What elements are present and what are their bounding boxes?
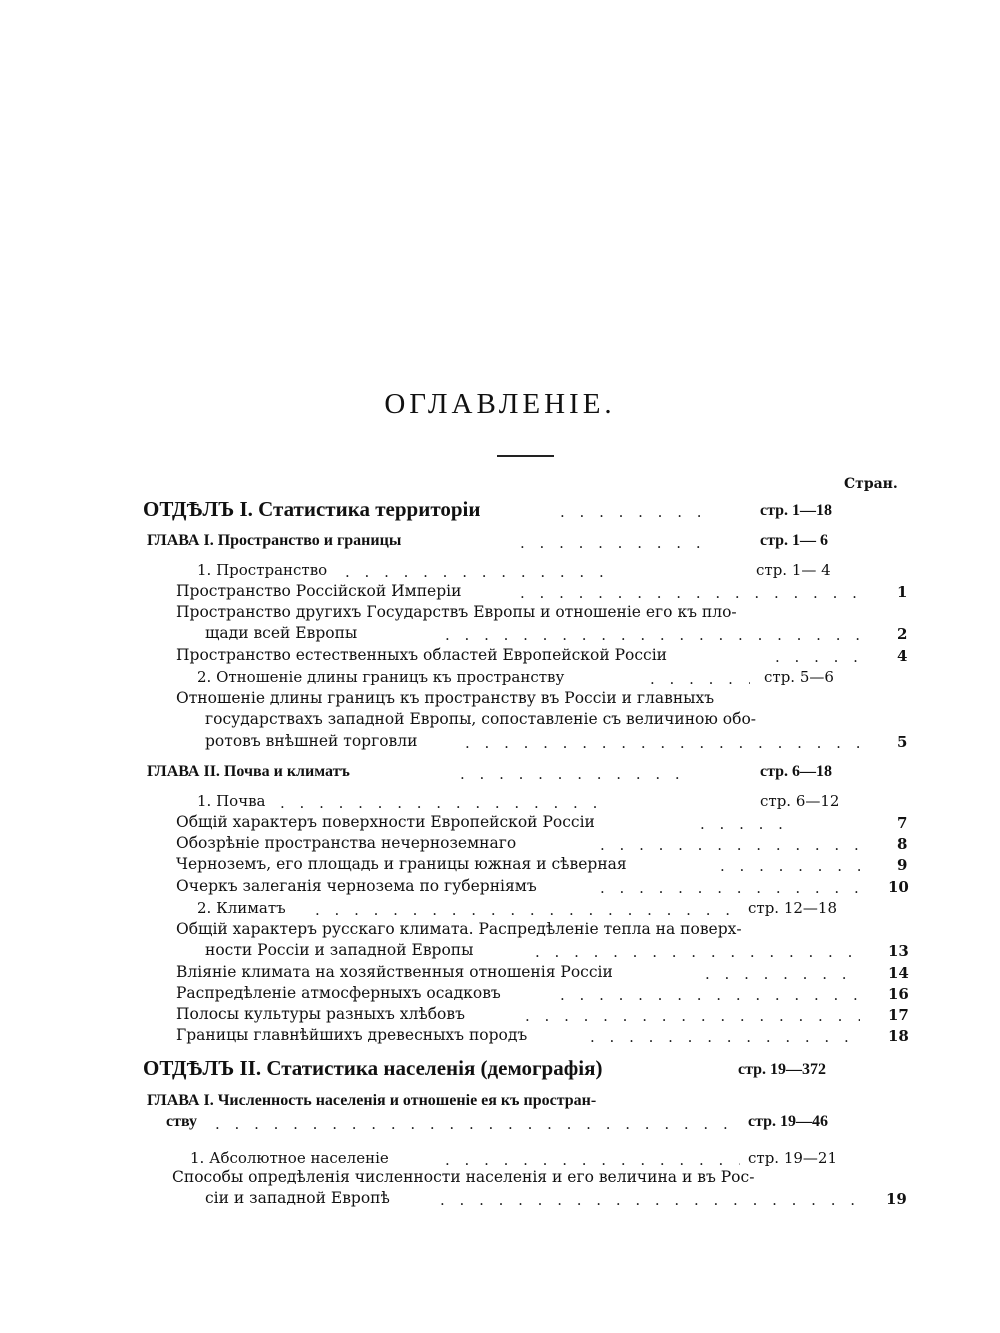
leader-dots — [465, 736, 860, 751]
toc-page-number: 10 — [888, 878, 909, 896]
toc-item: Очеркъ залеганія чернозема по губерніямъ — [176, 877, 537, 895]
leader-dots — [280, 796, 610, 811]
section-2-title: ОТДѢЛЪ II. Статистика населенія (демографія) — [143, 1056, 603, 1080]
chapter-2-ref: стр. 6—18 — [760, 763, 833, 780]
toc-item: Черноземъ, его площадь и границы южная и сѣверная — [176, 855, 627, 873]
toc-item: Общій характеръ поверхности Европейской Россіи — [176, 813, 595, 831]
toc-item: Пространство другихъ Государствъ Европы и отношеніе его къ пло- — [176, 603, 737, 621]
leader-dots — [700, 817, 790, 832]
leader-dots — [650, 672, 750, 687]
toc-page-number: 16 — [888, 985, 909, 1003]
leader-dots — [520, 536, 715, 551]
toc-page-number: 1 — [897, 583, 908, 601]
leader-dots — [535, 945, 860, 960]
toc-item: Обозрѣніе пространства нечерноземнаго — [176, 834, 517, 852]
subsection-ref: стр. 12—18 — [748, 899, 838, 917]
toc-page-number: 13 — [888, 942, 909, 960]
toc-page-number: 8 — [897, 835, 908, 853]
toc-page-number: 4 — [897, 647, 908, 665]
toc-item: Общій характеръ русскаго климата. Распредѣленіе тепла на поверх- — [176, 920, 742, 938]
toc-item: Границы главнѣйшихъ древесныхъ породъ — [176, 1026, 528, 1044]
leader-dots — [600, 881, 860, 896]
subsection-title: 1. Пространство — [197, 561, 328, 579]
toc-page-number: 7 — [897, 814, 908, 832]
toc-page-number: 5 — [897, 733, 908, 751]
chapter-1-ref: стр. 19—46 — [748, 1113, 829, 1130]
toc-page-number: 2 — [897, 625, 908, 643]
leader-dots — [345, 565, 605, 580]
chapter-1-title: ГЛАВА I. Численность населенія и отношеніе ея къ простран- — [147, 1092, 597, 1109]
leader-dots — [560, 988, 860, 1003]
page-title: ОГЛАВЛЕНІЕ. — [384, 388, 616, 420]
leader-dots — [440, 1193, 860, 1208]
chapter-2-title: ГЛАВА II. Почва и климатъ — [147, 763, 350, 780]
page-column-label: Стран. — [844, 476, 898, 492]
leader-dots — [775, 650, 860, 665]
subsection-ref: стр. 6—12 — [760, 792, 840, 810]
leader-dots — [215, 1117, 735, 1132]
subsection-title: 2. Климатъ — [197, 899, 286, 917]
leader-dots — [705, 967, 860, 982]
toc-item: Отношеніе длины границъ къ пространству въ Россіи и главныхъ — [176, 689, 715, 707]
toc-item: Распредѣленіе атмосферныхъ осадковъ — [176, 984, 501, 1002]
title-divider — [497, 455, 554, 457]
toc-page-number: 19 — [886, 1190, 907, 1208]
subsection-ref: стр. 5—6 — [764, 668, 834, 686]
subsection-ref: стр. 1— 4 — [756, 561, 831, 579]
section-2-ref: стр. 19—372 — [738, 1061, 827, 1078]
section-1-ref: стр. 1—18 — [760, 502, 833, 519]
leader-dots — [590, 1030, 860, 1045]
toc-page-number: 14 — [888, 964, 909, 982]
leader-dots — [600, 838, 860, 853]
leader-dots — [520, 586, 860, 601]
leader-dots — [560, 505, 700, 520]
leader-dots — [460, 767, 690, 782]
toc-page-number: 18 — [888, 1027, 909, 1045]
toc-item-continuation: сіи и западной Европѣ — [205, 1189, 390, 1207]
toc-item-continuation: ности Россіи и западной Европы — [205, 941, 474, 959]
subsection-title: 1. Абсолютное населеніе — [190, 1149, 389, 1167]
subsection-title: 2. Отношеніе длины границъ къ пространству — [197, 668, 565, 686]
toc-item: Полосы культуры разныхъ хлѣбовъ — [176, 1005, 465, 1023]
toc-item-continuation: щади всей Европы — [205, 624, 358, 642]
leader-dots — [445, 1153, 740, 1168]
toc-item-continuation: ротовъ внѣшней торговли — [205, 732, 418, 750]
toc-item: Способы опредѣленія численности населенія и его величина и въ Рос- — [172, 1168, 755, 1186]
chapter-1-title: ГЛАВА I. Пространство и границы — [147, 532, 402, 549]
toc-item: Пространство Россійской Имперіи — [176, 582, 462, 600]
leader-dots — [445, 628, 860, 643]
toc-item: Вліяніе климата на хозяйственныя отношенія Россіи — [176, 963, 613, 981]
leader-dots — [720, 859, 860, 874]
chapter-1-ref: стр. 1— 6 — [760, 532, 829, 549]
section-1-title: ОТДѢЛЪ I. Статистика территоріи — [143, 497, 481, 521]
subsection-ref: стр. 19—21 — [748, 1149, 838, 1167]
chapter-1-title-continuation: ству — [166, 1113, 198, 1130]
toc-item: Пространство естественныхъ областей Европейской Россіи — [176, 646, 667, 664]
subsection-title: 1. Почва — [197, 792, 266, 810]
toc-page-number: 9 — [897, 856, 908, 874]
leader-dots — [315, 903, 735, 918]
toc-item-continuation: государствахъ западной Европы, сопоставленіе съ величиною обо- — [205, 710, 757, 728]
leader-dots — [525, 1009, 860, 1024]
toc-page-number: 17 — [888, 1006, 909, 1024]
